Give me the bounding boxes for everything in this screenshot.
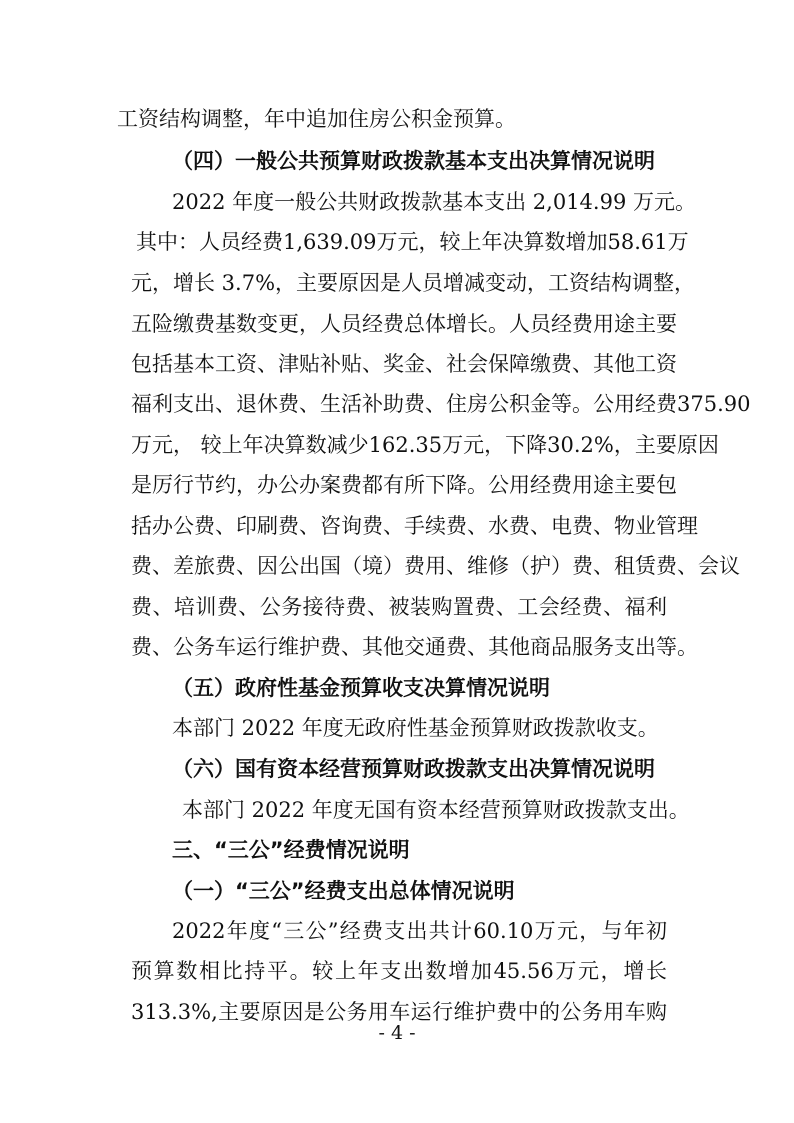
- paragraph-line: 工资结构调整，年中追加住房公积金预算。: [117, 107, 516, 131]
- paragraph-line: 括办公费、印刷费、咨询费、手续费、水费、电费、物业管理: [131, 514, 698, 538]
- paragraph-line: 是厉行节约，办公办案费都有所下降。公用经费用途主要包: [131, 473, 677, 497]
- section-heading: （四）一般公共预算财政拨款基本支出决算情况说明: [172, 149, 655, 173]
- paragraph-line: 2022年度“三公”经费支出共计60.10万元，与年初: [172, 919, 667, 943]
- paragraph-line: 费、差旅费、因公出国（境）费用、维修（护）费、租赁费、会议: [131, 554, 740, 578]
- paragraph-line: 本部门 2022 年度无国有资本经营预算财政拨款支出。: [182, 798, 690, 822]
- paragraph-line: 万元， 较上年决算数减少162.35万元，下降30.2%，主要原因: [131, 433, 719, 457]
- page-number: - 4 -: [378, 1022, 416, 1044]
- paragraph-line: 2022 年度一般公共财政拨款基本支出 2,014.99 万元。: [172, 190, 696, 214]
- paragraph-line: 福利支出、退休费、生活补助费、住房公积金等。公用经费375.90: [131, 392, 751, 416]
- chapter-heading: 三、“三公”经费情况说明: [172, 838, 410, 862]
- paragraph-line: 五险缴费基数变更，人员经费总体增长。人员经费用途主要: [131, 312, 677, 336]
- paragraph-line: 费、培训费、公务接待费、被装购置费、工会经费、福利: [131, 595, 667, 619]
- section-heading: （五）政府性基金预算收支决算情况说明: [172, 676, 550, 700]
- paragraph-line: 费、公务车运行维护费、其他交通费、其他商品服务支出等。: [131, 635, 698, 659]
- paragraph-line: 313.3%,主要原因是公务用车运行维护费中的公务用车购: [131, 1000, 667, 1024]
- paragraph-line: 包括基本工资、津贴补贴、奖金、社会保障缴费、其他工资: [131, 352, 677, 376]
- paragraph-line: 本部门 2022 年度无政府性基金预算财政拨款收支。: [172, 716, 659, 740]
- section-heading: （六）国有资本经营预算财政拨款支出决算情况说明: [172, 757, 655, 781]
- paragraph-line: 其中：人员经费1,639.09万元，较上年决算数增加58.61万: [136, 230, 689, 254]
- paragraph-line: 元，增长 3.7%，主要原因是人员增减变动，工资结构调整，: [131, 271, 696, 295]
- paragraph-line: 预算数相比持平。较上年支出数增加45.56万元，增长: [131, 959, 667, 983]
- section-heading: （一）“三公”经费支出总体情况说明: [172, 879, 515, 903]
